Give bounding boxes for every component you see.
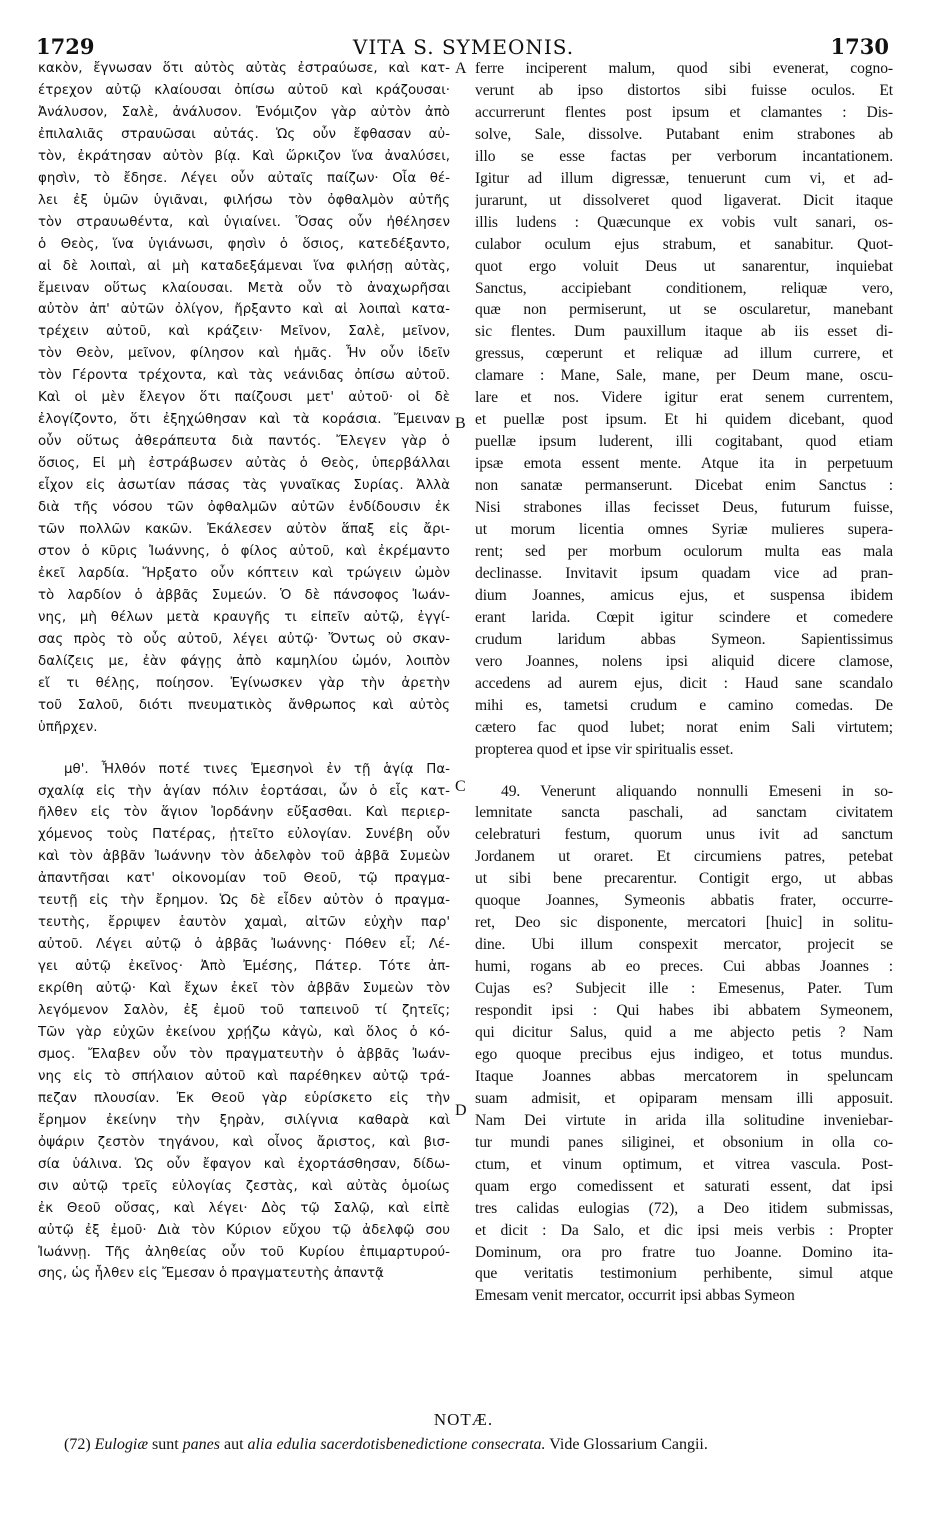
latin-text-line: jurarunt, ut dissolveret quod ligaverat. Dicit itaque [475, 191, 893, 209]
greek-paragraph-gap [38, 739, 450, 759]
greek-text-line: σμος. Ἔλαβεν οὖν τὸν πραγματευτὴν ὁ ἀββᾶς Ἰωάν- [38, 1046, 450, 1062]
latin-text-line: quot ergo voluit Deus ut sanarentur, inquiebat [475, 257, 893, 275]
latin-text-line: suam admisit, et opiparam mensam illi apposuit. [475, 1089, 893, 1107]
latin-text-line: Jordanem ut oraret. Et circumiens patres, petebat [475, 848, 893, 866]
greek-text-line: γει αὐτῷ ἐκεῖνος· Ἀπὸ Ἐμέσης, Πάτερ. Τότε ἀπ- [38, 959, 450, 975]
greek-text-line: Ἰωάννῃ. Τῆς ἀληθείας οὖν τοῦ Κυρίου ἐπιμαρτυρού- [38, 1244, 450, 1260]
page-header [0, 0, 927, 60]
greek-text-line: αἱ δὲ λοιπαὶ, αἱ μὴ καταδεξάμεναι ἵνα φιλήσῃ αὐτὰς, [38, 258, 450, 274]
latin-paragraph-gap [475, 761, 893, 781]
latin-text-line: mihi es, tametsi crudum e camino comedas. De [475, 696, 893, 714]
greek-text-line: ἔρημον ἐκείνην τὴν ξηρὰν, σιλίγνια καθαρὰ καὶ [38, 1112, 450, 1128]
latin-column [475, 58, 893, 1307]
latin-text-line: lare et nos. Videre igitur erat senem currentem, [475, 389, 893, 407]
greek-text-line: σιν αὐτῷ τρεῖς εὐλογίας ζεστὰς, καὶ αὐτὰς ὁμοίως [38, 1178, 450, 1194]
latin-text-line: respondit ipsi : Qui habes ibi abbatem Symeonem, [475, 1002, 893, 1020]
latin-text-line: Igitur ad illum digressæ, tenuerunt cum vi, et ad- [475, 169, 893, 187]
greek-text-line: λεγόμενον Σαλὸν, ἐξ ἐμοῦ τοῦ ταπεινοῦ τί ζητεῖς; [38, 1003, 450, 1019]
greek-text-line: δαλίζεις με, ἐὰν φάγῃς ἀπὸ καμηλίου ὠμόν, λοιπὸν [38, 653, 450, 669]
footnote-number: (72) [64, 1436, 91, 1453]
greek-text-line: φησὶν, τὸ ἔδησε. Λέγει οὖν αὐταῖς παίζων· Οἷα θέ- [38, 170, 450, 186]
greek-text-line: αὐτοῦ. Λέγει αὐτῷ ὁ ἀββᾶς Ἰωάννης· Πόθεν εἶ; Λέ- [38, 937, 450, 953]
greek-text-line: ὑπῆρχεν. [38, 719, 98, 735]
margin-marker-a: A [455, 60, 467, 77]
latin-text-line: rent; sed per morbum oculorum multa eas mala [475, 542, 893, 560]
latin-text-line: tur mundi panes siliginei, et obsonium in olla co- [475, 1133, 893, 1151]
greek-text-line: ὀψάριν ζεστὸν τηγάνου, καὶ οἶνος ἄριστος, καὶ βισ- [38, 1134, 450, 1150]
latin-text-line: dine. Ubi illum conspexit mercator, projecit se [475, 936, 893, 954]
latin-text-line: clamare : Mane, Sale, mane, per Deum mane, oscu- [475, 367, 893, 385]
greek-text-line: εκρίθη αὐτῷ· Καὶ ἔχων ἐκεῖ τὸν ἀββᾶν Συμεὼν τὸν [38, 981, 450, 997]
greek-text-line: ὅσιος, Εἰ μὴ ἐστράβωσεν αὐτὰς ὁ Θεὸς, ὑπερβάλλαι [38, 456, 450, 472]
latin-text-line: ego quoque precibus ejus indigeo, et totus mundus. [475, 1045, 893, 1063]
latin-text-line: ctum, et vinum optimum, et vitrea vascula. Post- [475, 1155, 893, 1173]
greek-text-line: τοῦ Σαλοῦ, διότι πνευματικὸς ἄνθρωπος καὶ αὐτὸς [38, 697, 450, 713]
greek-text-line: λει ἐξ ὑμῶν ὑγιᾶναι, φιλήσω τὸν ὀφθαλμὸν αὐτῆς [38, 192, 450, 208]
greek-text-line: διὰ τῆς νόσου τῶν ὀφθαλμῶν αὐτῶν ἐνδίδουσιν ἐκ [38, 500, 450, 516]
greek-text-line: τὸν Θεὸν, μεῖνον, φίλησον καὶ ἡμᾶς. Ἦν οὖν ἰδεῖν [38, 346, 450, 362]
greek-text-line: μθ'. Ἦλθόν ποτέ τινες Ἐμεσηνοὶ ἐν τῇ ἁγίᾳ Πα- [64, 761, 450, 777]
latin-text-line: Cujas es? Subjecit ille : Emesenus, Pater. Tum [475, 980, 893, 998]
greek-text-line: έτρεχον αὐτῷ κλαίουσαι ὀπίσω αὐτοῦ καὶ κράζουσαι· [38, 82, 450, 98]
greek-text-line: τευτὴς, ἔρριψεν ἑαυτὸν χαμαὶ, αἰτῶν εὐχὴν παρ' [38, 915, 450, 931]
greek-text-line: ὁ Θεὸς, ἵνα ὑγιάνωσι, φησὶν ὁ ὅσιος, κατεδέξαντο, [38, 236, 450, 252]
latin-text-line: puellæ ipsum luderent, illi cogitabant, quod etiam [475, 433, 893, 451]
latin-text-line: quæ non permiserunt, ut se oscularetur, manebant [475, 301, 893, 319]
footnote-72 [64, 1436, 904, 1454]
latin-text-line: accurrerunt flentes post ipsum et clamantes : Dis- [475, 103, 893, 121]
footnote-italic-edulia: alia edulia sacerdotisbenedictione consecrata. [247, 1436, 546, 1453]
margin-marker-b: B [455, 415, 466, 432]
latin-text-line: vero Joannes, nolens ipsi aliquid dicere clamose, [475, 652, 893, 670]
running-title: VITA S. SYMEONIS. [352, 35, 575, 59]
latin-text-line: dium Joannes, amicus ejus, et suspensa ibidem [475, 586, 893, 604]
greek-text-line: τὸ λαρδίον ὁ ἀββᾶς Συμεών. Ὁ δὲ πάνσοφος Ἰωάν- [38, 587, 450, 603]
greek-text-line: ἐκεῖ λαρδία. Ἤρξατο οὖν κόπτειν καὶ τρώγειν ὠμὸν [38, 565, 450, 581]
greek-text-line: κακὸν, ἔγνωσαν ὅτι αὐτὸς αὐτὰς ἐστραύωσε, καὶ κατ- [38, 61, 450, 76]
latin-text-line: ut morum licentia omnes Syriæ mulieres supera- [475, 521, 893, 539]
latin-text-line: erant larida. Cœpit igitur scindere et comedere [475, 608, 893, 626]
latin-text-line: sic flentes. Dum pauxillum itaque ab iis esset di- [475, 323, 893, 341]
greek-text-line: Καὶ οἱ μὲν ἔλεγον ὅτι παίζουσι μετ' αὐτοῦ· οἱ δὲ [38, 390, 450, 406]
greek-text-line: ἐκ Θεοῦ οὔσας, καὶ λέγει· Δὸς τῷ Σαλῷ, καὶ εἰπὲ [38, 1200, 450, 1216]
greek-text-line: τὸν Γέροντα τρέχοντα, καὶ τὰς νεάνιδας ὀπίσω αὐτοῦ. [38, 368, 450, 384]
greek-text-line: στον ὁ κῦρις Ἰωάννης, ὁ φίλος αὐτοῦ, καὶ ἐκρέμαντο [38, 543, 450, 559]
footnote-text-aut: aut [224, 1436, 244, 1453]
latin-text-line: et dicit : Da Salo, et dic ipsi meis verbis : Propter [475, 1221, 893, 1239]
latin-text-line: culabor oculum ejus strabum, et sanabitur. Quot- [475, 235, 893, 253]
latin-text-line: accedens ad aurem ejus, dicit : Haud sane scandalo [475, 674, 893, 692]
latin-text-line: ut sibi bene precarentur. Contigit ergo, ut abbas [475, 870, 893, 888]
greek-text-line: τρέχειν αὐτοῦ, καὶ κράζειν· Μεῖνον, Σαλὲ, μεῖνον, [38, 324, 450, 340]
greek-text-line: εἶχον εἰς ἀσωτίαν πάσας τὰς γυναῖκας Συρίας. Ἀλλὰ [38, 478, 450, 494]
greek-text-line: ἐπιλαλιᾶς στραυῶσαι αὐτάς. Ὡς οὖν ἔφθασαν αὐ- [38, 126, 450, 142]
notes-title: NOTÆ. [433, 1410, 494, 1429]
greek-text-line: ἔμειναν οὕτως κλαίουσαι. Μετὰ οὖν τὸ ἀναχωρῆσαι [38, 280, 450, 296]
greek-text-line: καὶ τὸν ἀββᾶν Ἰωάννην τὸν ἀδελφὸν τοῦ ἀββᾶ Συμεὼν [38, 849, 450, 865]
page-number-left: 1729 [36, 34, 95, 59]
margin-marker-c: C [455, 778, 466, 795]
greek-text-line: τὸν, ἐκράτησαν αὐτὸν βίᾳ. Καὶ ὥρκιζον ἵνα ἀναλύσει, [38, 148, 450, 164]
footnote-text-sunt: sunt [152, 1436, 179, 1453]
page-number-right: 1730 [830, 34, 889, 59]
greek-text-line: πεζαν πλουσίαν. Ἐκ Θεοῦ γὰρ εὑρίσκετο εἰς τὴν [38, 1090, 450, 1106]
greek-text-line: εἴ τι θέλῃς, ποίησον. Ἐγίνωσκεν γὰρ τὴν ἀρετὴν [38, 675, 450, 691]
latin-text-line: propterea quod et ipse vir spiritualis esset. [475, 740, 734, 758]
latin-text-line: lemnitate sancta paschali, ad sanctam civitatem [475, 804, 893, 822]
footnote-italic-panes: panes [182, 1436, 220, 1453]
margin-marker-d: D [455, 1102, 467, 1119]
latin-text-line: solve, Sale, dissolve. Putabant enim strabones ab [475, 125, 893, 143]
greek-text-line: νης εἰς τὸ σπήλαιον αὐτοῦ καὶ παρέθηκεν αὐτῷ τρά- [38, 1068, 450, 1084]
latin-text-line: celebraturi festum, quorum unus ivit ad sanctum [475, 826, 893, 844]
latin-text-line: quoque Joannes, Symeonis abbatis frater, occurre- [475, 892, 893, 910]
greek-text-line: οὖν οὕτως ἀθεράπευτα διὰ παντός. Ἔλεγεν γὰρ ὁ [38, 434, 450, 450]
greek-text-line: σης, ὡς ἦλθεν εἰς Ἔμεσαν ὁ πραγματευτὴς ἀπαντᾷ [38, 1266, 384, 1282]
footnote-italic-eulogiae: Eulogiæ [94, 1436, 148, 1453]
latin-text-line: crudum laridum abbas Symeon. Sapientissimus [475, 630, 893, 648]
greek-text-line: σία ὑάλινα. Ὡς οὖν ἔφαγον καὶ ἐχορτάσθησαν, δίδω- [38, 1156, 450, 1172]
greek-text-line: νης, μὴ θέλων μετὰ κραυγῆς τι εἰπεῖν αὐτῷ, ἐγγί- [38, 609, 450, 625]
greek-text-line: σχαλίᾳ εἰς τὴν ἁγίαν πόλιν ἑορτάσαι, ὧν ὁ εἷς κατ- [38, 783, 450, 799]
greek-text-line: ἀπαντῆσαι κατ' οἰκονομίαν τοῦ Θεοῦ, τῷ πραγμα- [38, 871, 450, 887]
greek-column [38, 58, 450, 1285]
latin-text-line: qui dicitur Salus, quid a me abjecto petis ? Nam [475, 1023, 893, 1041]
greek-text-line: τευτῇ εἰς τὴν ἔρημον. Ὡς δὲ εἶδεν αὐτὸν ὁ πραγμα- [38, 893, 450, 909]
greek-text-line: αὐτῷ ἐξ ἐμοῦ· Διὰ τὸν Κύριον εὔχου τῷ ἀδελφῷ σου [38, 1222, 450, 1238]
latin-text-line: cætero fac quod lubet; norat enim Sali virtutem; [475, 718, 893, 736]
greek-text-line: τῶν πολλῶν κακῶν. Ἐκάλεσεν αὐτὸν ἅπαξ εἰς ἄρι- [38, 522, 450, 538]
latin-text-line: gressus, cœperunt et reliquæ ad illum currere, et [475, 345, 893, 363]
latin-text-line: illis ludens : Quæcunque ex vobis vult sanari, os- [475, 213, 893, 231]
latin-text-line: Sanctus, accipiebant conditionem, reliquæ vero, [475, 279, 893, 297]
latin-text-line: ferre inciperent malum, quod sibi evenerat, cogno- [475, 60, 893, 77]
latin-text-line: Nisi strabones illas fecisset Deus, futurum fuisse, [475, 499, 893, 517]
latin-text-line: illo se esse factas per verborum incantationem. [475, 147, 893, 165]
greek-text-line: χόμενος τοὺς Πατέρας, ᾐτεῖτο εὐλογίαν. Συνέβη οὖν [38, 827, 450, 843]
latin-text-line: declinasse. Invitavit ipsum quadam vice ad pran- [475, 564, 893, 582]
latin-text-line: que veritatis testimonium perhibente, simul atque [475, 1265, 893, 1283]
latin-text-line: ret, Deo sic disponente, mercatori [huic] in solitu- [475, 914, 893, 932]
latin-text-line: Nam Dei virtute in arida illa solitudine inveniebar- [475, 1111, 893, 1129]
greek-text-line: ἐλογίζοντο, ὅτι ἐξηχώθησαν καὶ τὰ κοράσια. Ἔμειναν [38, 412, 450, 428]
greek-text-line: τὸν στραυωθέντα, καὶ ὑγιαίνει. Ὅσας οὖν ἠθέλησεν [38, 214, 450, 230]
greek-text-line: αὐτὸν ἀπ' αὐτῶν ὀλίγον, ἤρξαντο καὶ αἱ λοιπαὶ κατα- [38, 302, 450, 318]
latin-text-line: verunt ab ipso distortos sibi fuisse oculos. Et [475, 81, 893, 99]
latin-text-line: Itaque Joannes abbas mercatorem in speluncam [475, 1067, 893, 1085]
latin-text-line: ipsæ emota essent mente. Atque ita in perpetuum [475, 455, 893, 473]
latin-text-line: tres calidas eulogias (72), a Deo itidem submissas, [475, 1199, 893, 1217]
greek-text-line: ῆλθεν εἰς τὸν ἅγιον Ἰορδάνην εὔξασθαι. Καὶ περιερ- [38, 805, 450, 821]
greek-text-line: σας πρὸς τὸ οὖς αὐτοῦ, λέγει αὐτῷ· Ὄντως οὐ σκαν- [38, 631, 450, 647]
latin-text-line: Dominum, ora pro fratre tuo Joanne. Domino ita- [475, 1243, 893, 1261]
footnote-text-glossarium: Vide Glossarium Cangii. [549, 1436, 708, 1453]
latin-text-line: non sanatæ permanserunt. Dicebat enim Sanctus : [475, 477, 893, 495]
latin-text-line: et puellæ post ipsum. Et hi quidem dicebant, quod [475, 411, 893, 429]
latin-text-line: Emesam venit mercator, occurrit ipsi abbas Symeon [475, 1287, 795, 1305]
greek-text-line: Ἀνάλυσον, Σαλὲ, ἀνάλυσον. Ἐνόμιζον γὰρ αὐτὸν ἀπὸ [38, 104, 450, 120]
latin-text-line: quam ergo comedissent et saturati essent, dat ipsi [475, 1177, 893, 1195]
greek-text-line: Τῶν γὰρ εὐχῶν ἐκείνου χρῄζω κἀγὼ, καὶ ὅλος ὁ κό- [38, 1024, 450, 1040]
latin-text-line: humi, rogans ab eo preces. Cui abbas Joannes : [475, 958, 893, 976]
latin-text-line: 49. Venerunt aliquando nonnulli Emeseni in so- [501, 782, 893, 800]
